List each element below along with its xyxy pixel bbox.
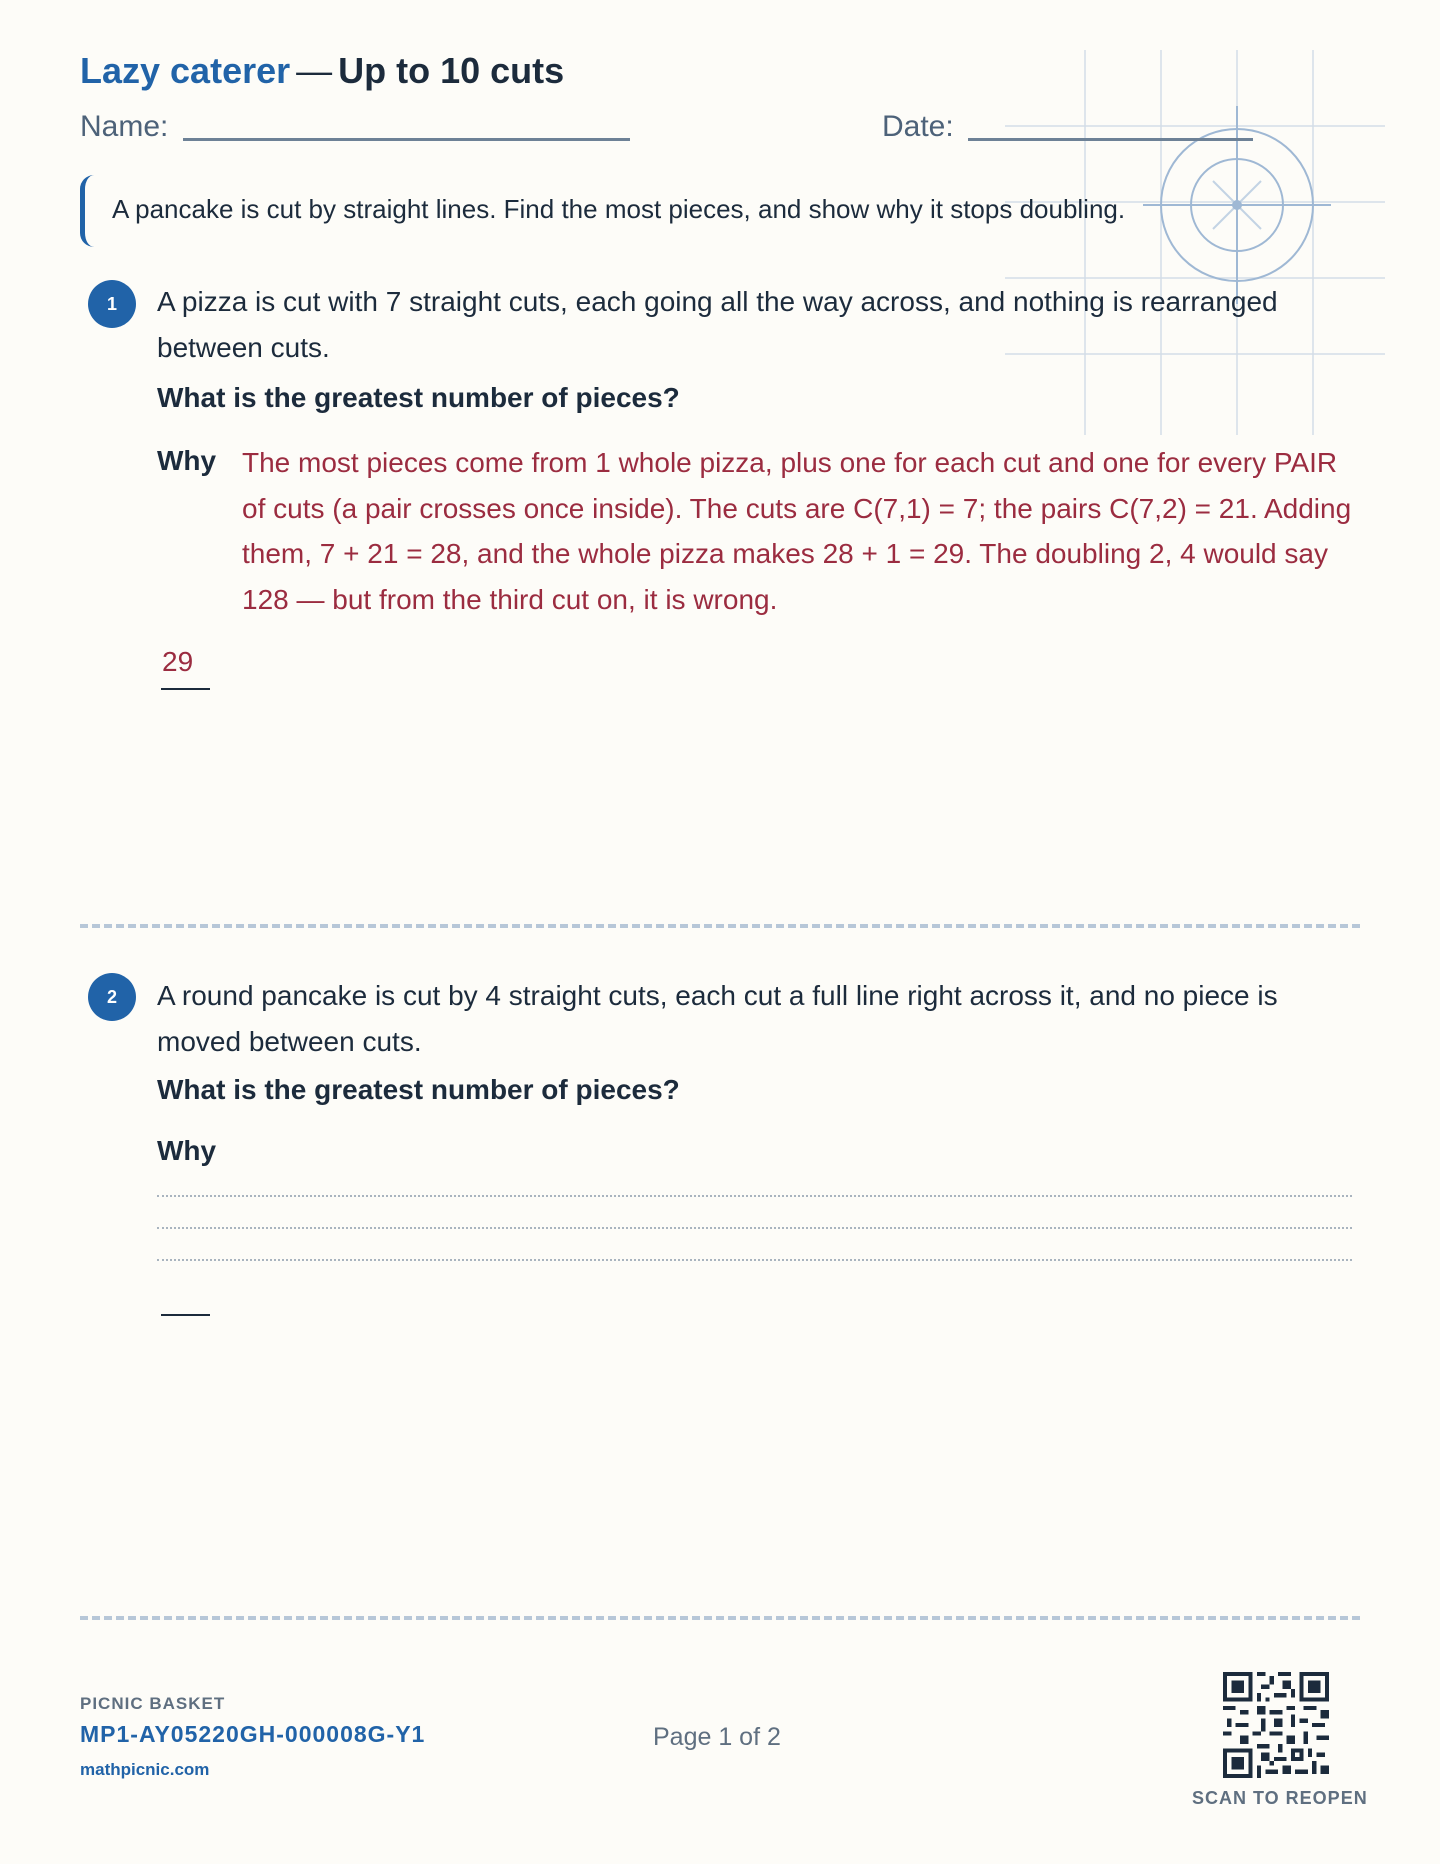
question-text: A round pancake is cut by 4 straight cuts, each cut a full line right across it, and no piece is moved between cuts. (157, 980, 1278, 1057)
question-number-badge: 2 (88, 973, 136, 1021)
scan-label: SCAN TO REOPEN (1192, 1788, 1368, 1808)
date-label: Date: (882, 110, 954, 143)
name-field[interactable] (183, 138, 630, 141)
title-topic: Lazy caterer (80, 50, 291, 91)
target-grid-decoration (1005, 50, 1385, 435)
qr-code-icon[interactable] (1223, 1672, 1329, 1778)
footer-brand: PICNIC BASKET (80, 1694, 226, 1713)
page-number: Page 1 of 2 (653, 1723, 781, 1751)
question-prompt: What is the greatest number of pieces? (157, 1074, 680, 1105)
instructions: A pancake is cut by straight lines. Find the most pieces, and show why it stops doubling. (112, 194, 1126, 224)
date-field[interactable] (968, 138, 1253, 141)
question-text: A pizza is cut with 7 straight cuts, each going all the way across, and nothing is rearranged between cuts. (157, 286, 1278, 363)
worksheet-code: MP1-AY05220GH-000008G-Y1 (80, 1721, 426, 1747)
question-prompt: What is the greatest number of pieces? (157, 382, 680, 413)
question-number-badge: 1 (88, 280, 136, 328)
section-divider (80, 924, 1360, 928)
why-label: Why (157, 445, 217, 476)
answer-blank[interactable] (161, 688, 210, 690)
why-label: Why (157, 1135, 217, 1166)
name-label: Name: (80, 110, 169, 143)
title-separator: — (296, 50, 333, 91)
page-title (80, 50, 564, 92)
answer-blank[interactable] (161, 1314, 210, 1316)
why-writing-line[interactable] (157, 1195, 1352, 1197)
why-explanation: The most pieces come from 1 whole pizza, plus one for each cut and one for every PAIR of cuts (a pair crosses once inside). The cuts are C(7,1) = 7; the pairs C(7,2) = 21. Adding them, 7 + 21 = 28, and the whole pizza makes 28 + 1 = 29. The doubling 2, 4 would say 128 — but from the third cut on, it is wrong. (242, 447, 1352, 615)
site-link[interactable]: mathpicnic.com (80, 1760, 210, 1779)
answer-value: 29 (162, 646, 194, 677)
section-divider (80, 1616, 1360, 1620)
why-writing-line[interactable] (157, 1227, 1352, 1229)
title-level: Up to 10 cuts (338, 50, 565, 91)
instruction-bracket (80, 175, 94, 247)
why-writing-line[interactable] (157, 1259, 1352, 1261)
